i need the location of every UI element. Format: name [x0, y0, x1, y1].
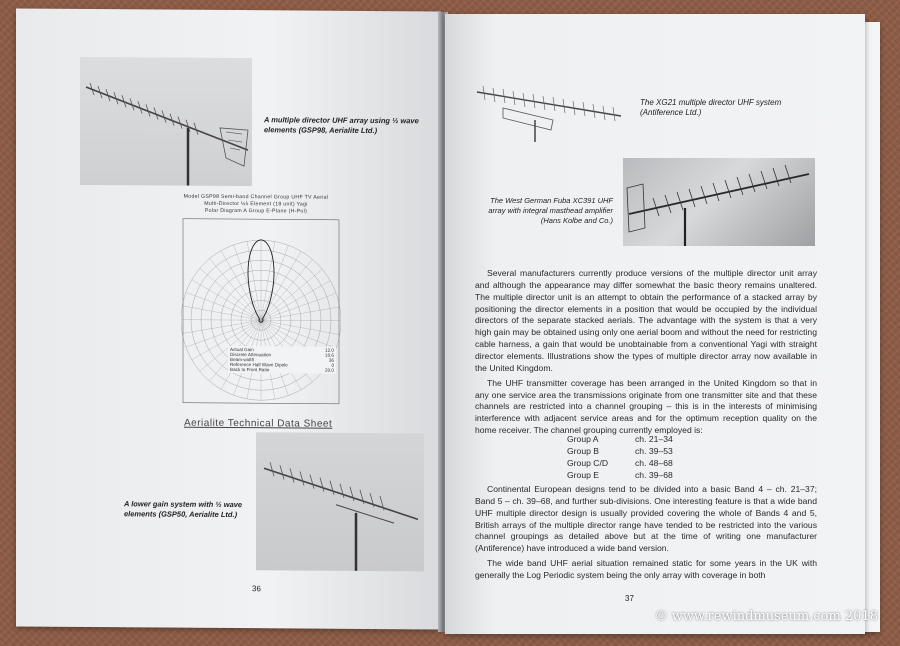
group-channels: ch. 39–68 — [635, 470, 673, 480]
channel-group-row — [567, 458, 673, 470]
antenna-illustration — [256, 432, 424, 571]
antenna-illustration — [80, 57, 252, 186]
chart-table-label: Actual Gain — [230, 347, 254, 353]
group-name: Group C/D — [567, 458, 609, 468]
chart-title-line-2: Multi-Director ½λ Element (18 unit) Yagi — [204, 200, 308, 208]
polar-spoke — [200, 268, 261, 320]
group-channels: ch. 21–34 — [635, 434, 673, 444]
polar-spoke — [210, 259, 261, 321]
paragraph-3: Continental European designs tend to be divided into a basic Band 4 – ch. 21–37; Band 5 – ch. 39–68, and further sub-divisions. One interesting feature is that a wide band UHF multiple director design is usually provided covering the whole of Bands 4 and 5, British arrays of the multiple director range have tended to be restricted into the various channel groupings as detailed above but at the time of writing one manufacturer (Antiference) have introduced a wide band version. — [475, 484, 817, 554]
photo-fuba-xc391 — [623, 158, 815, 246]
polar-spoke — [186, 292, 261, 320]
paragraph-4: The wide band UHF aerial situation remained static for some years in the UK with generally the Log Periodic system being the only array with coverage in both — [475, 558, 817, 581]
channel-group-row — [567, 470, 673, 482]
chart-table-value: 0 — [331, 362, 334, 368]
left-page — [16, 9, 441, 630]
group-channels: ch. 48–68 — [635, 458, 673, 468]
paragraph-2: The UHF transmitter coverage has been arranged in the United Kingdom so that in any one service area the transmissions originate from one transmitter site and that these channels are restricted into a channel grouping – this is in the interests of minimising interference with adjacent service areas and for the optimum reception quality on the home receiver. The channel grouping currently employed is: — [475, 377, 817, 436]
chart-table-value: 36 — [328, 357, 334, 363]
caption-fuba: The West German Fuba XC391 UHF array with integral masthead amplifier (Hans Kolbe and Co.) — [488, 196, 613, 225]
group-name: Group B — [567, 446, 600, 456]
polar-spoke — [182, 306, 261, 320]
paragraph-1: Several manufacturers currently produce versions of the multiple director unit array and although the appearance may differ somewhat the basic theory remains unaltered. The multiple director unit is an attempt to obtain the performance of a stacked array by positioning the director elements in a position that would be occupied by the individual directors of the separate stacked aerials. The advantage with the system is that a very high gain may be obtained using only one aerial boom and without the need for restricting cable harness, a gain that would be unobtainable from a conventional Yagi with straight director elements. Illustrations show the types of multiple director array now available in the United Kingdom. — [475, 268, 817, 373]
chart-table-label: Back to Front Ratio — [230, 367, 270, 373]
chart-table-label: Discrete Attenuation — [230, 352, 272, 358]
chart-table-label: Beam-width — [230, 357, 255, 363]
polar-spoke — [261, 280, 330, 320]
xg21-antenna-illustration — [473, 72, 623, 142]
polar-diagram — [181, 215, 341, 406]
caption-gsp98: A multiple director UHF array using ½ wave elements (GSP98, Aerialite Ltd.) — [264, 115, 419, 135]
page-number-36: 36 — [252, 584, 261, 594]
channel-group-row — [567, 434, 673, 446]
right-page — [445, 14, 865, 634]
polar-spoke — [234, 245, 261, 320]
group-name: Group E — [567, 470, 600, 480]
chart-table-value: 12.0 — [325, 347, 334, 353]
photo-gsp98-array — [80, 57, 252, 186]
data-sheet-title: Aerialite Technical Data Sheet — [184, 417, 333, 430]
body-text — [475, 268, 817, 440]
chart-title — [156, 193, 356, 215]
polar-spoke — [192, 280, 261, 320]
polar-spoke — [261, 320, 340, 334]
polar-spoke — [261, 245, 288, 320]
fuba-antenna-illustration — [623, 158, 815, 246]
photo-gsp50-array — [256, 432, 424, 571]
chart-title-line-1: Model GSP98 Semi-band Channel Group UHF TV Aerial — [183, 193, 329, 201]
group-channels: ch. 39–53 — [635, 446, 673, 456]
channel-group-row — [567, 446, 673, 458]
chart-title-line-3: Polar Diagram A Group E-Plane (H-Pol) — [204, 207, 308, 215]
body-text-continued — [475, 484, 817, 585]
polar-spoke — [261, 320, 336, 348]
chart-table — [228, 346, 336, 374]
chart-table-value: 20.0 — [325, 367, 334, 373]
channel-group-table — [567, 434, 673, 482]
polar-spoke — [261, 259, 312, 321]
watermark: © www.rewindmuseum.com 2018 — [654, 609, 878, 624]
page-number-37: 37 — [625, 594, 634, 603]
chart-table-value: 10.6 — [325, 352, 334, 358]
group-name: Group A — [567, 434, 599, 444]
caption-gsp50: A lower gain system with ½ wave elements (GSP50, Aerialite Ltd.) — [124, 499, 243, 519]
caption-xg21: The XG21 multiple director UHF system (Antiference Ltd.) — [640, 98, 782, 118]
chart-table-row — [230, 367, 334, 373]
chart-table-label: Reference Half Wave Dipole — [230, 362, 288, 368]
